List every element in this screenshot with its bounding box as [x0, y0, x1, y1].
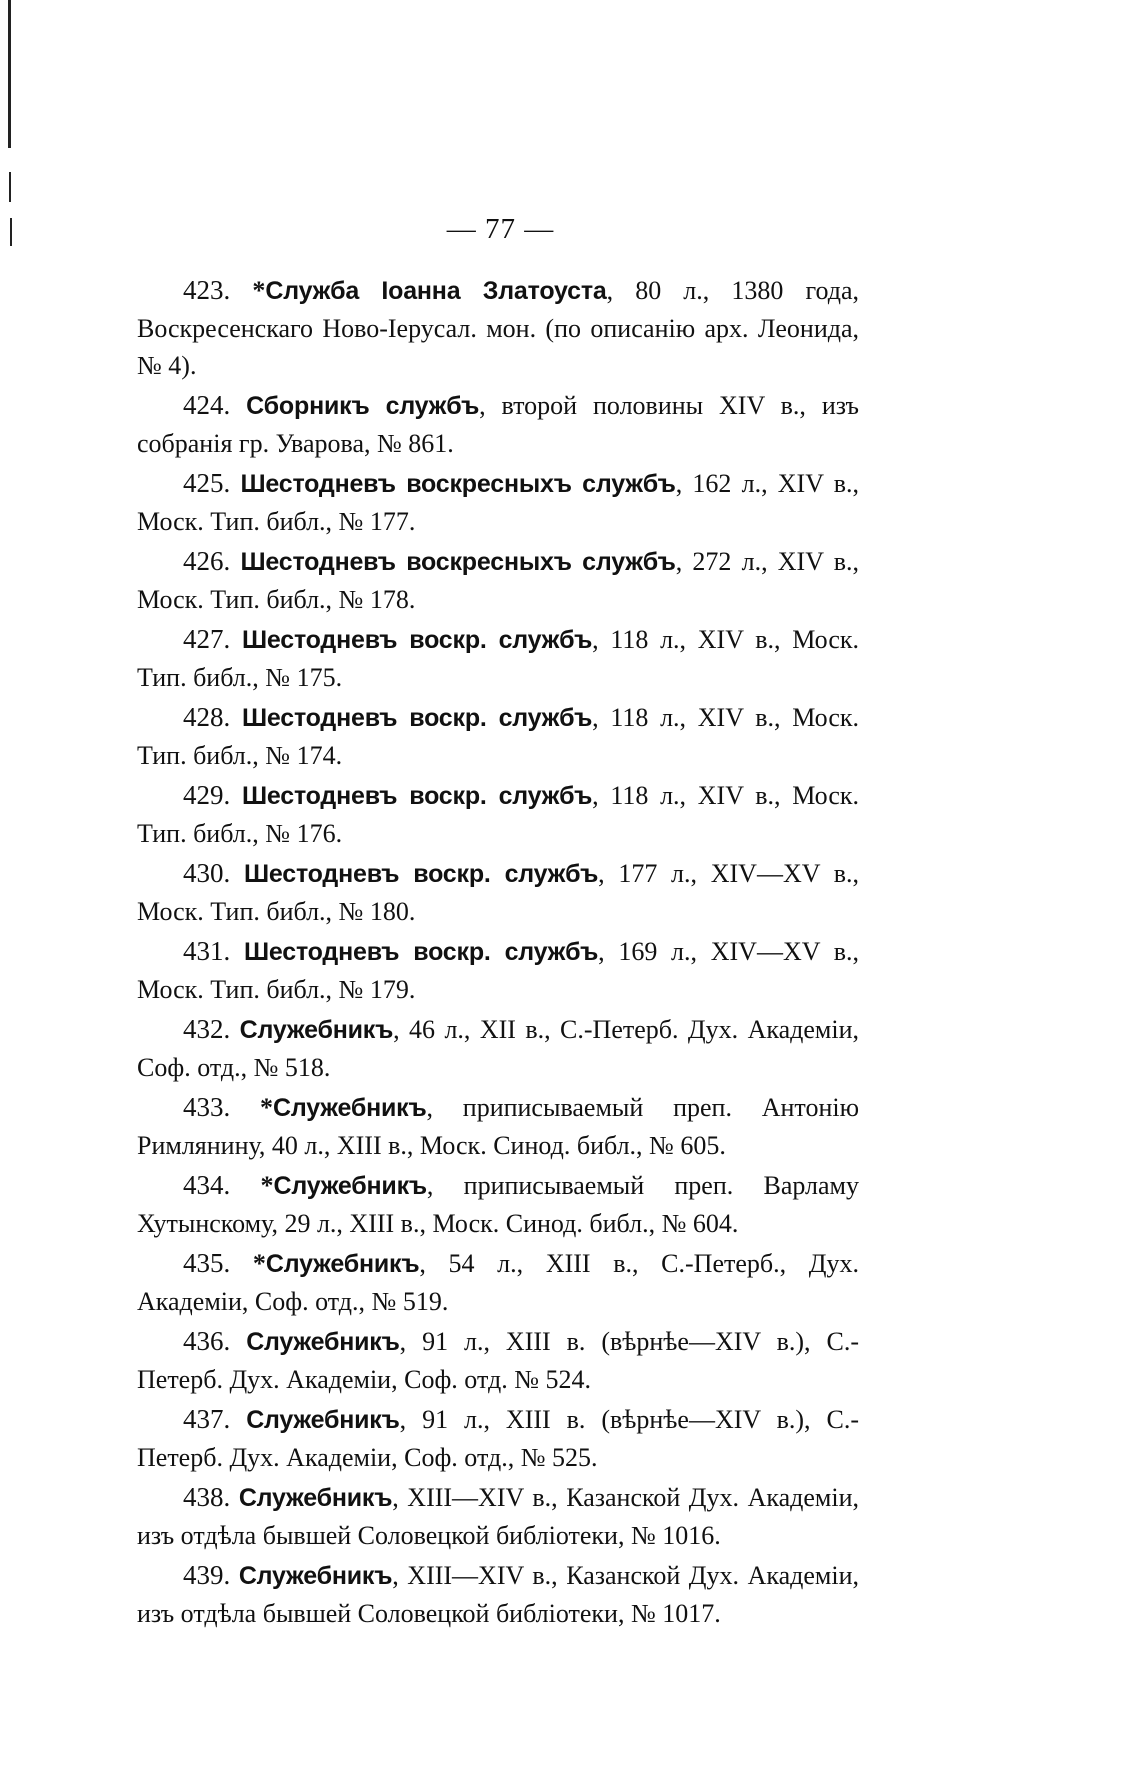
asterisk-mark: *	[252, 1249, 266, 1278]
list-item	[137, 1011, 859, 1086]
entry-number: 424.	[183, 390, 231, 420]
entry-title: Шестодневъ воскресныхъ службъ	[240, 548, 676, 576]
list-item	[137, 1245, 859, 1320]
entry-description: , 54 л., XIII в., С.-Петерб., Дух. Академіи, Соф. отд., № 519.	[137, 1249, 860, 1316]
list-item	[137, 1167, 859, 1242]
entry-number: 436.	[183, 1326, 231, 1356]
list-item	[137, 1479, 859, 1554]
entry-description: , второй половины XIV в., изъ собранія гр. Уварова, № 861.	[137, 391, 859, 458]
entry-description: , 46 л., XII в., С.-Петерб. Дух. Академіи, Соф. отд., № 518.	[137, 1015, 859, 1082]
list-item	[137, 621, 859, 696]
asterisk-mark: *	[260, 1171, 274, 1200]
list-item	[137, 855, 859, 930]
entry-title: Служебникъ	[239, 1016, 394, 1044]
entry-number: 437.	[183, 1404, 231, 1434]
entry-title: Шестодневъ воскр. службъ	[241, 626, 593, 654]
list-item	[137, 272, 859, 384]
entry-number: 432.	[183, 1014, 231, 1044]
entry-title: Шестодневъ воскр. службъ	[241, 704, 593, 732]
entry-number: 425.	[183, 468, 231, 498]
entry-number: 433.	[183, 1092, 231, 1122]
entry-title: Шестодневъ воскр. службъ	[241, 782, 593, 810]
list-item	[137, 465, 859, 540]
entry-description: , приписываемый преп. Антонію Римлянину, 40 л., XIII в., Моск. Синод. библ., № 605.	[137, 1093, 860, 1160]
entry-description: , 91 л., XIII в. (вѣрнѣе—XIV в.), С.-Петерб. Дух. Академіи, Соф. отд. № 524.	[137, 1327, 859, 1394]
entry-number: 438.	[183, 1482, 231, 1512]
entry-title: Служебникъ	[265, 1250, 420, 1278]
entry-description: , 80 л., 1380 года, Воскресенскаго Ново-Іерусал. мон. (по описанію арх. Леонида, № 4).	[137, 276, 859, 380]
entry-title: Служебникъ	[273, 1094, 427, 1122]
list-item	[137, 1089, 859, 1164]
list-item	[137, 1323, 859, 1398]
entry-list	[137, 272, 859, 1635]
entry-description: , 162 л., XIV в., Моск. Тип. библ., № 177.	[137, 469, 859, 536]
entry-description: , XIII—XIV в., Казанской Дух. Академіи, изъ отдѣла бывшей Соловецкой библіотеки, № 1016.	[137, 1483, 859, 1550]
entry-title: Сборникъ службъ	[246, 392, 480, 420]
entry-number: 427.	[183, 624, 231, 654]
entry-description: , 272 л., XIV в., Моск. Тип. библ., № 178.	[137, 547, 859, 614]
asterisk-mark: *	[260, 1093, 274, 1122]
list-item	[137, 699, 859, 774]
entry-description: , 118 л., XIV в., Моск. Тип. библ., № 174.	[137, 703, 859, 770]
entry-title: Шестодневъ воскр. службъ	[243, 938, 599, 966]
scan-edge-mark	[8, 0, 11, 148]
entry-number: 430.	[183, 858, 231, 888]
list-item	[137, 543, 859, 618]
entry-description: , 177 л., XIV—XV в., Моск. Тип. библ., № 180.	[137, 859, 860, 926]
entry-number: 429.	[183, 780, 231, 810]
entry-title: Служебникъ	[246, 1328, 400, 1356]
entry-description: , 91 л., XIII в. (вѣрнѣе—XIV в.), С.-Петерб. Дух. Академіи, Соф. отд., № 525.	[137, 1405, 859, 1472]
list-item	[137, 933, 859, 1008]
entry-number: 426.	[183, 546, 231, 576]
entry-description: , XIII—XIV в., Казанской Дух. Академіи, изъ отдѣла бывшей Соловецкой библіотеки, № 1017.	[137, 1561, 859, 1628]
scan-edge-mark	[9, 172, 11, 202]
entry-number: 423.	[183, 275, 231, 305]
entry-number: 435.	[183, 1248, 231, 1278]
list-item	[137, 777, 859, 852]
entry-title: Служебникъ	[246, 1406, 400, 1434]
entry-title: Шестодневъ воскресныхъ службъ	[240, 470, 676, 498]
entry-description: , 118 л., XIV в., Моск. Тип. библ., № 176.	[137, 781, 859, 848]
entry-number: 428.	[183, 702, 231, 732]
entry-title: Служебникъ	[238, 1562, 393, 1590]
list-item	[137, 1557, 859, 1632]
entry-title: Шестодневъ воскр. службъ	[243, 860, 599, 888]
entry-number: 439.	[183, 1560, 231, 1590]
entry-number: 434.	[183, 1170, 231, 1200]
asterisk-mark: *	[252, 276, 266, 305]
entry-description: , приписываемый преп. Варламу Хутынскому, 29 л., XIII в., Моск. Синод. библ., № 604.	[137, 1171, 860, 1238]
entry-description: , 118 л., XIV в., Моск. Тип. библ., № 175.	[137, 625, 859, 692]
list-item	[137, 1401, 859, 1476]
page-number: — 77 —	[446, 213, 555, 245]
list-item	[137, 387, 859, 462]
entry-title: Служебникъ	[238, 1484, 393, 1512]
entry-description: , 169 л., XIV—XV в., Моск. Тип. библ., № 179.	[137, 937, 860, 1004]
entry-title: Служба Іоанна Златоуста	[265, 277, 607, 305]
entry-title: Служебникъ	[273, 1172, 427, 1200]
entry-number: 431.	[183, 936, 231, 966]
